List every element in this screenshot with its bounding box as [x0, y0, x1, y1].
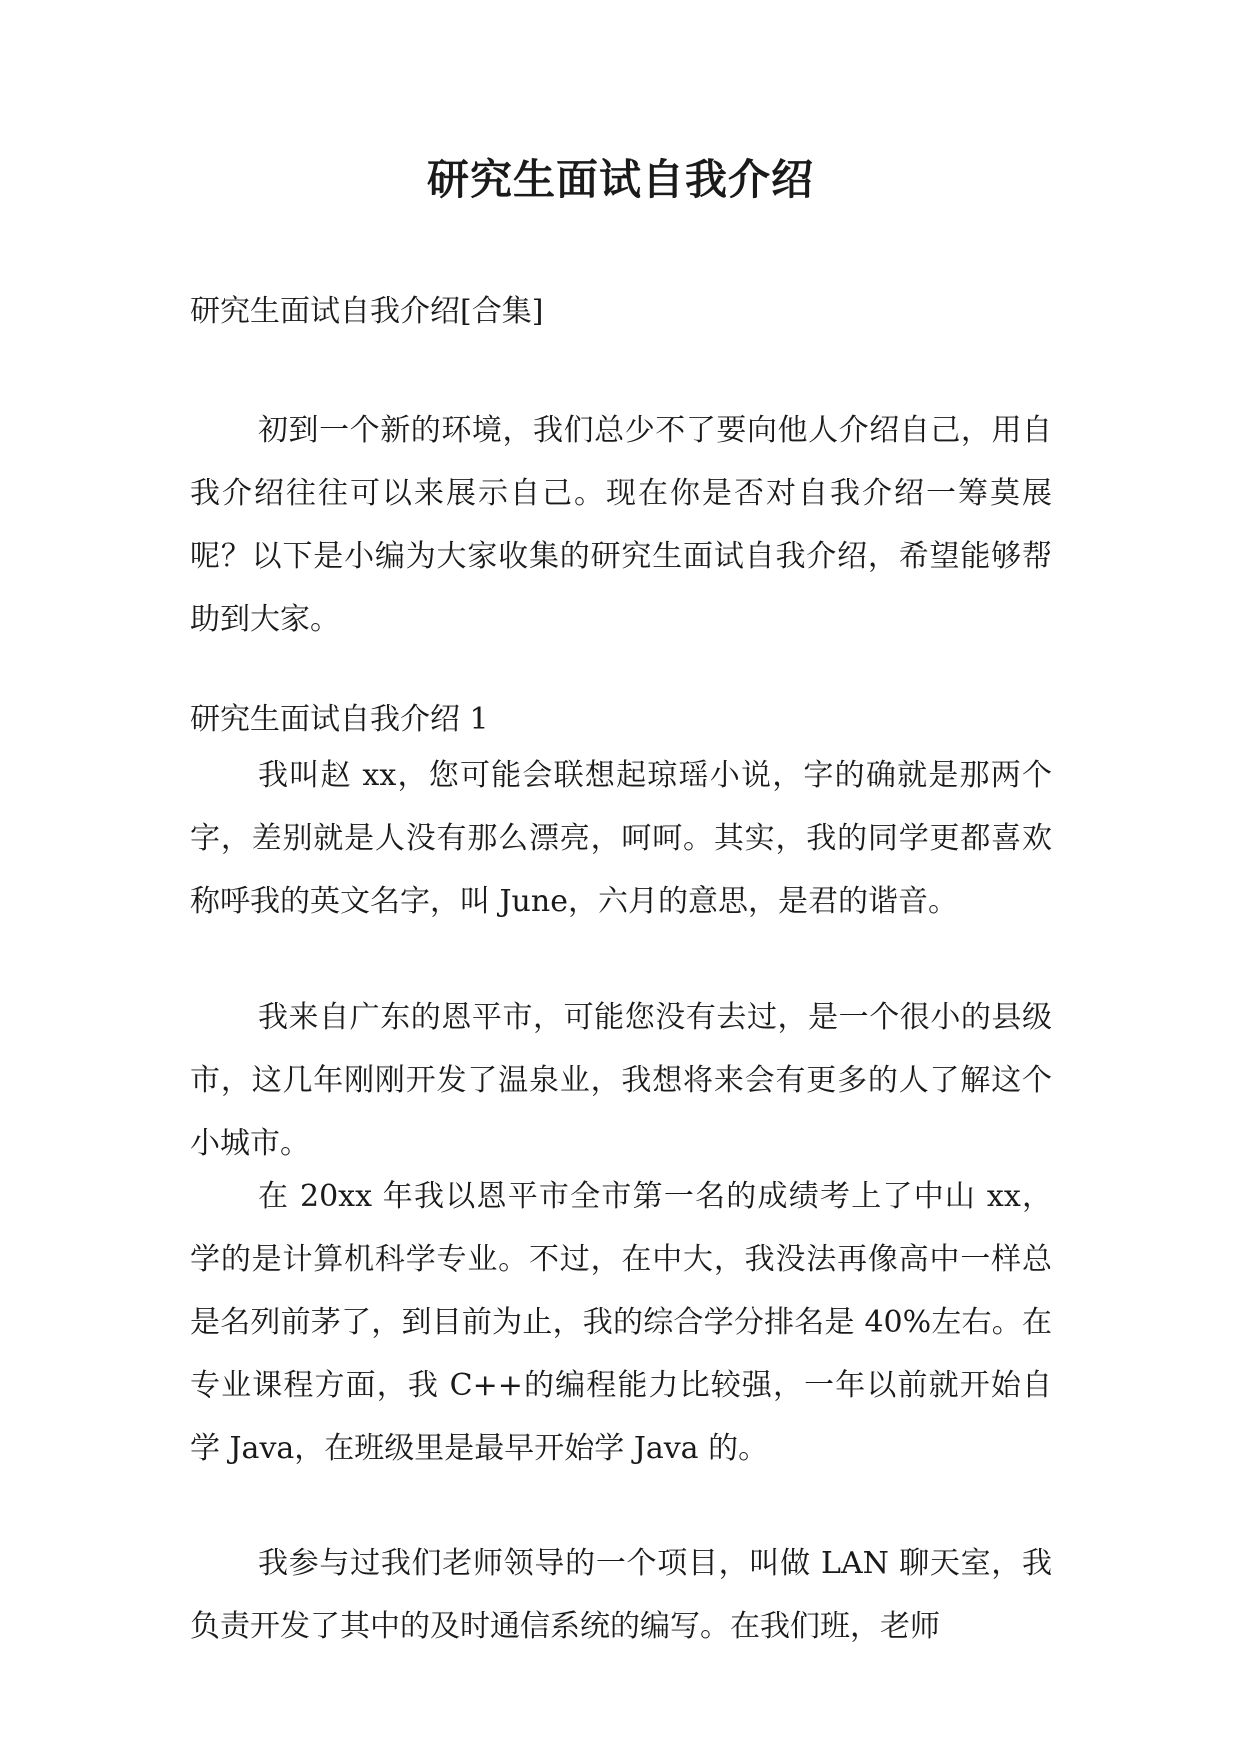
body-paragraph: 我来自广东的恩平市，可能您没有去过，是一个很小的县级市，这几年刚刚开发了温泉业，我想将来会有更多的人了解这个小城市。 [190, 1000, 1052, 1161]
intro-paragraph: 初到一个新的环境，我们总少不了要向他人介绍自己，用自我介绍往往可以来展示自己。现在你是否对自我介绍一筹莫展呢？以下是小编为大家收集的研究生面试自我介绍，希望能够帮助到大家。 [190, 413, 1052, 637]
document-title: 研究生面试自我介绍 [426, 155, 814, 204]
document-subtitle: 研究生面试自我介绍[合集] [190, 294, 544, 329]
section-heading: 研究生面试自我介绍 1 [190, 702, 489, 737]
body-paragraph: 我叫赵 xx，您可能会联想起琼瑶小说，字的确就是那两个字，差别就是人没有那么漂亮，呵呵。其实，我的同学更都喜欢称呼我的英文名字，叫 June，六月的意思，是君的谐音。 [190, 758, 1052, 919]
body-paragraph: 在 20xx 年我以恩平市全市第一名的成绩考上了中山 xx，学的是计算机科学专业。不过，在中大，我没法再像高中一样总是名列前茅了，到目前为止，我的综合学分排名是 40%左右。在专业课程方面，我 C++的编程能力比较强，一年以前就开始自学 Java，在班级里是最早开始学 Java 的。 [190, 1179, 1052, 1466]
body-paragraph: 我参与过我们老师领导的一个项目，叫做 LAN 聊天室，我负责开发了其中的及时通信系统的编写。在我们班，老师 [190, 1546, 1052, 1644]
